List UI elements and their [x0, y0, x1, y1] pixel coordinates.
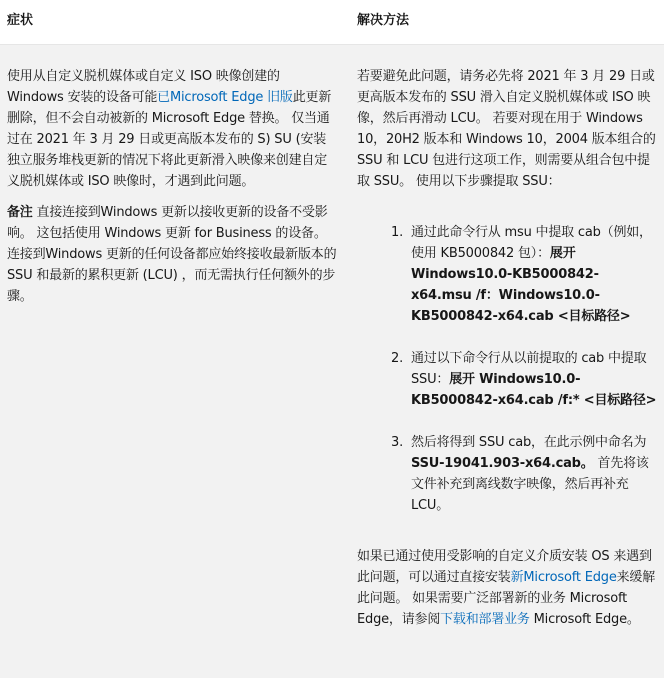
symptom-text-2: 此更新删除，但不会自动被新的 Microsoft Edge 替换。 仅当通过在 2021 年 3 月 29 日或更高版本发布的 S) SU (安装独立服务堆栈更新的情况下将此更新滑入映像来创建自定义脱机媒体或 ISO 映像时，才遇到此问题。: [7, 90, 332, 189]
header-symptom: 症状: [7, 13, 34, 28]
note-paragraph: [7, 202, 337, 307]
symptom-paragraph: [7, 66, 337, 192]
steps-list: [357, 222, 659, 516]
step-3-text-2: 首先将该文件补充到离线数字映像，然后再补充 LCU。: [411, 456, 649, 513]
note-label: 备注: [7, 205, 33, 220]
step-3-file: SSU-19041.903-x64.cab。: [411, 456, 594, 471]
final-text-3: Microsoft Edge。: [529, 612, 640, 627]
new-edge-link[interactable]: 新Microsoft Edge: [510, 570, 617, 585]
step-3-text-1: 然后将得到 SSU cab，在此示例中命名为: [411, 435, 647, 450]
header-solution: 解决方法: [357, 13, 410, 28]
step-1-command: 展开 Windows10.0-KB5000842-x64.msu /f：Windows10.0-KB5000842-x64.cab <目标路径>: [411, 246, 631, 324]
step-2-command: 展开 Windows10.0-KB5000842-x64.cab /f:* <目标路径>: [411, 372, 657, 408]
step-3-number: 3.: [391, 435, 404, 450]
step-1-number: 1.: [391, 225, 404, 240]
solution-intro: 若要避免此问题，请务必先将 2021 年 3 月 29 日或更高版本发布的 SSU 滑入自定义脱机媒体或 ISO 映像，然后再滑动 LCU。 若要对现在用于 Windows 10，20H2 版本和 Windows 10，2004 版本组合的 SSU 和 LCU 包进行这项工作，则需要从组合包中提取 SSU。 使用以下步骤提取 SSU：: [357, 69, 656, 189]
legacy-edge-link[interactable]: 已Microsoft Edge 旧版: [157, 90, 293, 105]
step-1-text: 通过此命令行从 msu 中提取 cab（例如，使用 KB5000842 包）：: [411, 225, 652, 261]
step-2: [357, 348, 659, 411]
step-3: [357, 432, 659, 516]
note-text: 直接连接到Windows 更新以接收更新的设备不受影响。 这包括使用 Windows 更新 for Business 的设备。 连接到Windows 更新的任何设备都应始终接收最新版本的 SSU 和最新的累积更新 (LCU) ，而无需执行任何额外的步骤。: [7, 205, 337, 304]
final-text-2: 来缓解此问题。 如果需要广泛部署新的业务 Microsoft Edge，请参阅: [357, 570, 656, 627]
symptom-cell: [7, 66, 337, 307]
final-paragraph: [357, 546, 659, 630]
symptom-text-1: 使用从自定义脱机媒体或自定义 ISO 映像创建的 Windows 安装的设备可能: [7, 69, 280, 105]
step-2-text: 通过以下命令行从以前提取的 cab 中提取 SSU：: [411, 351, 647, 387]
solution-cell: [357, 66, 659, 630]
final-text-1: 如果已通过使用受影响的自定义介质安装 OS 来遇到此问题，可以通过直接安装: [357, 549, 652, 585]
table-header: [0, 0, 664, 45]
step-2-number: 2.: [391, 351, 404, 366]
step-1: [357, 222, 659, 327]
download-deploy-link[interactable]: 下载和部署业务: [440, 612, 530, 627]
